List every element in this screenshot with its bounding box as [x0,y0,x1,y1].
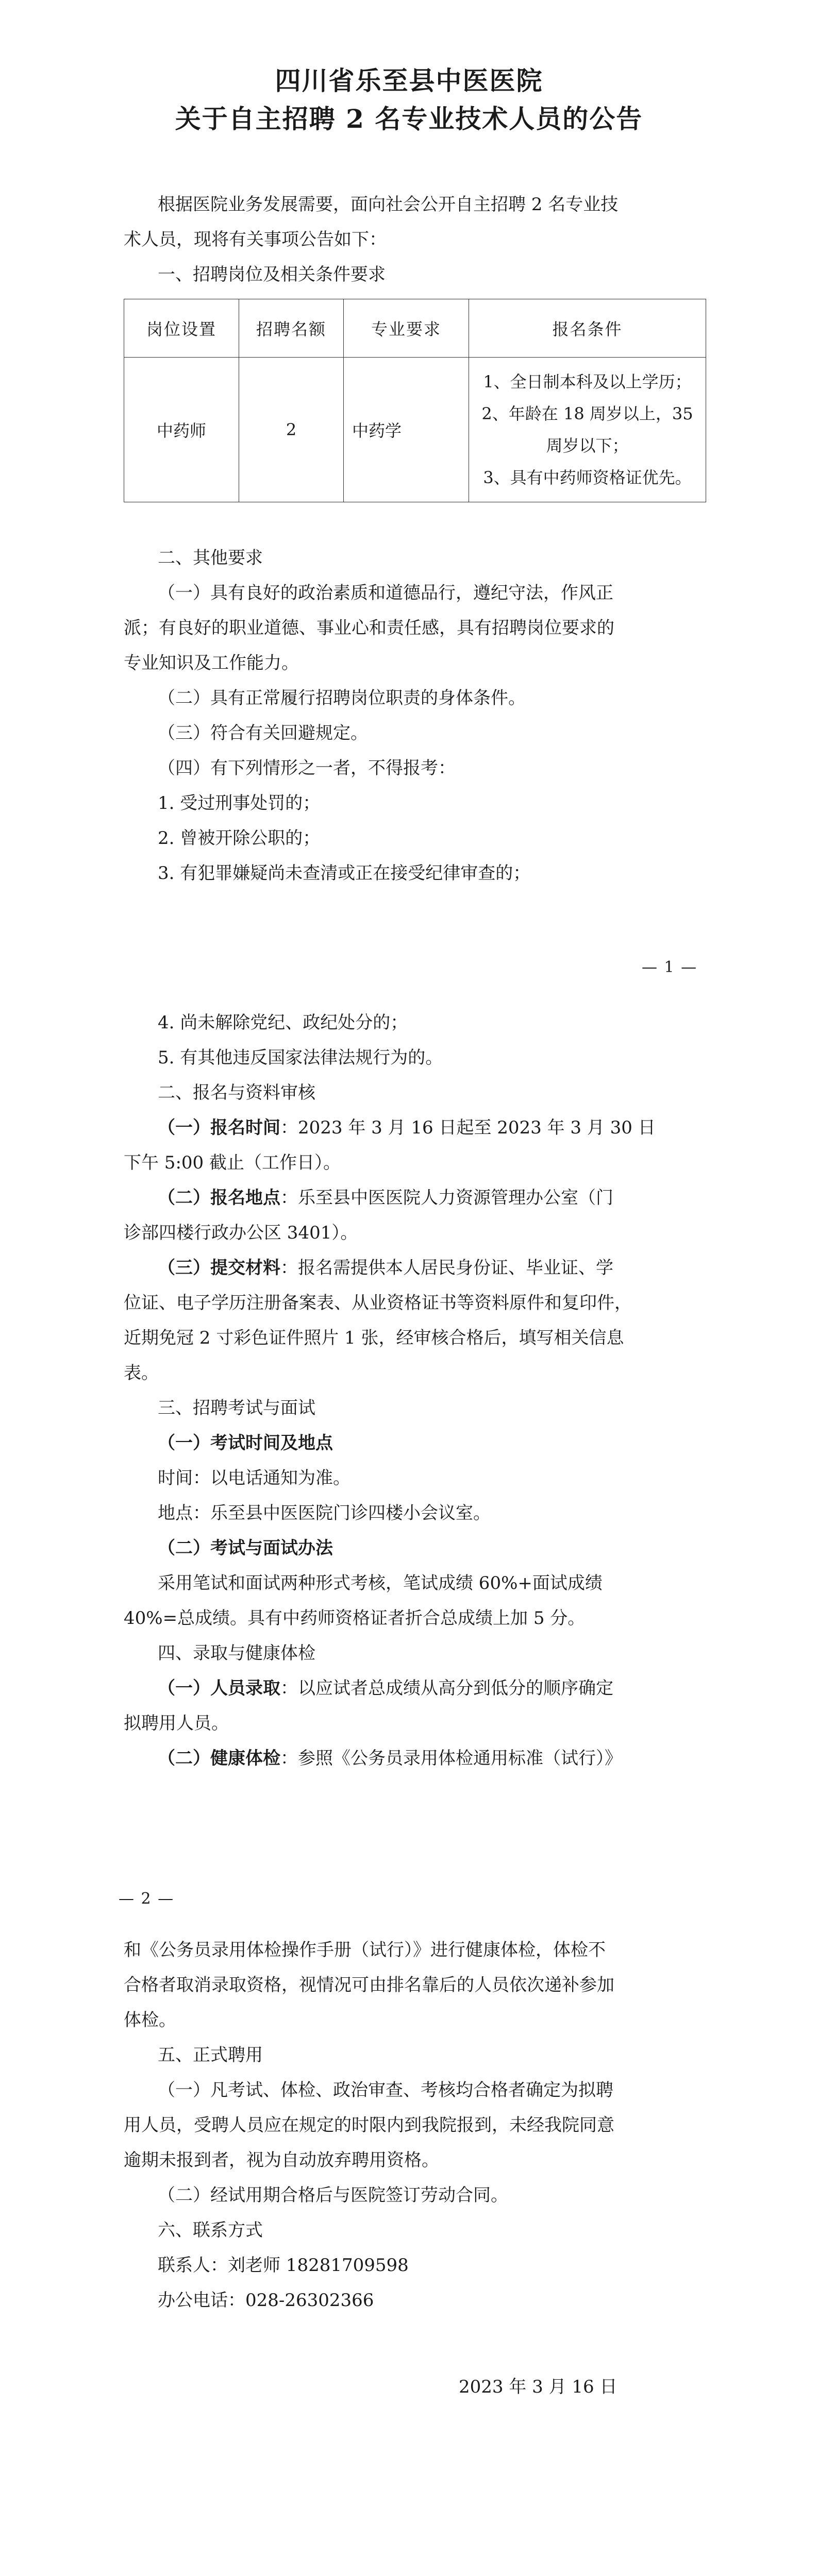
header-conditions: 报名条件 [469,299,706,358]
reg-docs-line-1 [158,1255,740,1281]
reg-time-line-1 [158,1115,740,1141]
intro-line-2: 术人员，现将有关事项公告如下： [124,229,387,250]
condition-2: 2、年龄在 18 周岁以上，35 [481,404,693,423]
page-2 [0,1010,818,1937]
header-position: 岗位设置 [124,299,239,358]
hire-heading: 四、录取与健康体检 [158,1643,315,1664]
page-1 [0,0,818,1010]
req-2: （二）具有正常履行招聘岗位职责的身体条件。 [158,688,526,708]
section-1-heading: 一、招聘岗位及相关条件要求 [158,264,386,285]
health-line-4: 体检。 [124,2010,176,2030]
health-line-1 [158,1745,740,1771]
reg-place-label: （二）报名地点 [158,1188,280,1208]
req-3: （三）符合有关回避规定。 [158,723,368,743]
reg-docs-text: ：报名需提供本人居民身份证、毕业证、学 [280,1258,613,1278]
position-table [124,299,706,502]
formal-1-line-1: （一）凡考试、体检、政治审查、考核均合格者确定为拟聘 [158,2080,613,2100]
condition-2b: 周岁以下； [546,436,629,455]
health-line-3: 合格者取消录取资格，视情况可由排名靠后的人员依次递补参加 [124,1975,614,1995]
title-line-2: 关于自主招聘 2 名专业技术人员的公告 [175,104,643,134]
req-1-line-3: 专业知识及工作能力。 [124,653,299,673]
contact-phone: 办公电话：028-26302366 [158,2290,374,2311]
reg-docs-line-4: 表。 [124,1363,159,1383]
page-3 [0,1937,818,2576]
page-number-2: — 2 — [119,1890,175,1908]
header-count: 招聘名额 [239,299,344,358]
reg-place-line-2: 诊部四楼行政办公区 3401）。 [124,1223,358,1243]
req-1-line-1: （一）具有良好的政治素质和道德品行，遵纪守法，作风正 [158,583,613,603]
exam-place: 地点：乐至县中医医院门诊四楼小会议室。 [158,1503,491,1523]
cell-major: 中药学 [344,358,469,502]
exam-heading: 三、招聘考试与面试 [158,1398,315,1418]
page-number-1: — 1 — [642,958,698,976]
reg-time-text: ：2023 年 3 月 16 日起至 2023 年 3 月 30 日 [280,1117,656,1138]
publish-date: 2023 年 3 月 16 日 [459,2377,617,2397]
exclusion-1: 1. 受过刑事处罚的； [158,793,321,814]
health-text: ：参照《公务员录用体检通用标准（试行）》 [280,1748,622,1769]
contact-heading: 六、联系方式 [158,2220,263,2241]
condition-1: 1、全日制本科及以上学历； [483,372,692,392]
reg-docs-label: （三）提交材料 [158,1258,280,1278]
reg-time-label: （一）报名时间 [158,1117,280,1138]
formal-1-line-3: 逾期未报到者，视为自动放弃聘用资格。 [124,2150,439,2171]
cell-position: 中药师 [124,358,239,502]
health-line-2: 和《公务员录用体检操作手册（试行）》进行健康体检，体检不 [124,1940,606,1960]
reg-docs-line-3: 近期免冠 2 寸彩色证件照片 1 张，经审核合格后，填写相关信息 [124,1328,624,1348]
cell-count: 2 [239,358,344,502]
hire-label: （一）人员录取 [158,1678,280,1699]
exam-method-1: 采用笔试和面试两种形式考核，笔试成绩 60%+面试成绩 [158,1573,603,1594]
reg-docs-line-2: 位证、电子学历注册备案表、从业资格证书等资料原件和复印件， [124,1293,632,1313]
exam-time: 时间：以电话通知为准。 [158,1468,350,1488]
hire-line-1 [158,1675,740,1701]
req-1-line-2: 派；有良好的职业道德、事业心和责任感，具有招聘岗位要求的 [124,618,614,638]
reg-place-text: ：乐至县中医医院人力资源管理办公室（门 [280,1188,613,1208]
cell-conditions [469,358,706,502]
exclusion-2: 2. 曾被开除公职的； [158,828,321,849]
contact-person: 联系人：刘老师 18281709598 [158,2255,409,2276]
intro-line-1: 根据医院业务发展需要，面向社会公开自主招聘 2 名专业技 [158,194,619,215]
hire-text: ：以应试者总成绩从高分到低分的顺序确定 [280,1678,613,1699]
health-label: （二）健康体检 [158,1748,280,1769]
header-major: 专业要求 [344,299,469,358]
exam-sub-1: （一）考试时间及地点 [158,1433,333,1453]
reg-place-line-1 [158,1185,740,1211]
condition-3: 3、具有中药师资格证优先。 [483,468,692,487]
hire-line-2: 拟聘用人员。 [124,1713,229,1734]
title-line-1: 四川省乐至县中医医院 [275,65,543,96]
exclusion-4: 4. 尚未解除党纪、政纪处分的； [158,1012,408,1033]
formal-2: （二）经试用期合格后与医院签订劳动合同。 [158,2185,508,2206]
section-2-heading: 二、其他要求 [158,548,263,568]
formal-heading: 五、正式聘用 [158,2045,263,2065]
exam-sub-2: （二）考试与面试办法 [158,1538,333,1558]
exclusion-3: 3. 有犯罪嫌疑尚未查清或正在接受纪律审查的； [158,863,531,884]
registration-heading: 二、报名与资料审核 [158,1082,315,1103]
reg-time-line-2: 下午 5:00 截止（工作日）。 [124,1153,341,1173]
table-header-row [124,299,706,358]
formal-1-line-2: 用人员，受聘人员应在规定的时限内到我院报到，未经我院同意 [124,2115,614,2136]
table-row [124,358,706,502]
exclusion-5: 5. 有其他违反国家法律法规行为的。 [158,1047,443,1068]
exam-method-2: 40%=总成绩。具有中药师资格证者折合总成绩上加 5 分。 [124,1608,586,1629]
req-4: （四）有下列情形之一者，不得报考： [158,758,456,778]
